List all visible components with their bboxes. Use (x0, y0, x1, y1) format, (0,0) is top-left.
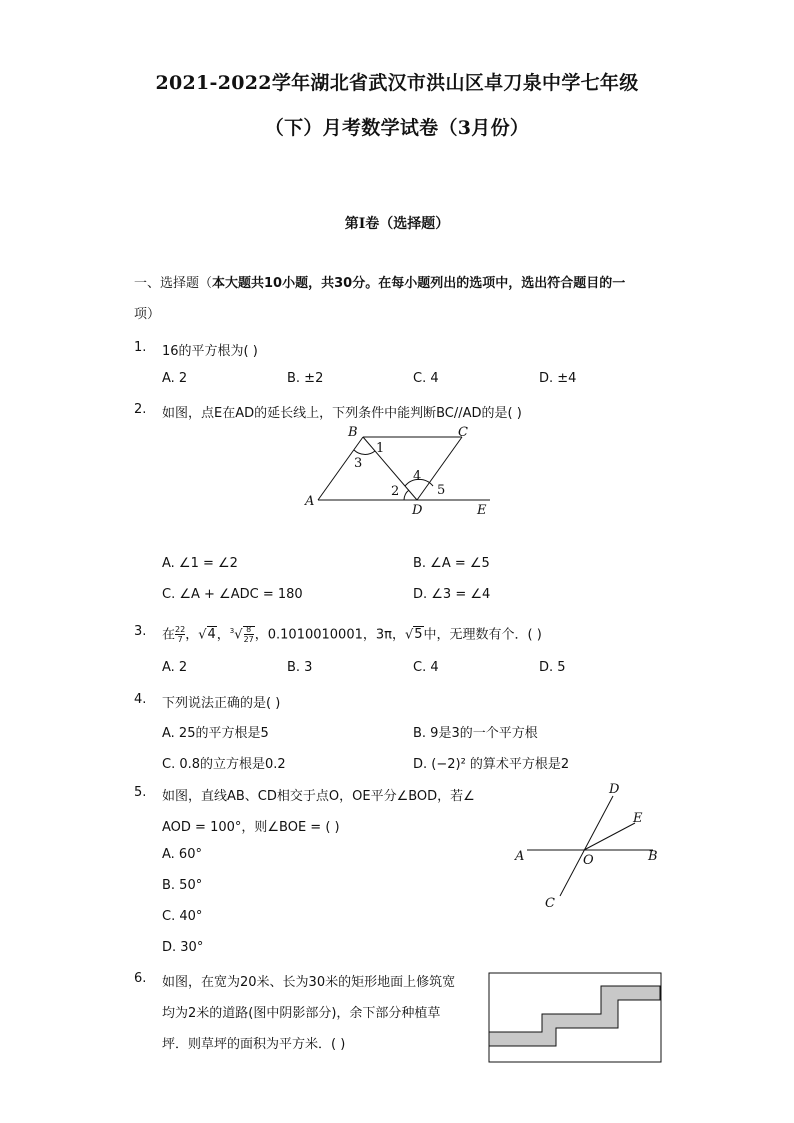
q3-option-c: C. 4 (413, 660, 439, 675)
q5-option-b: B. 50° (162, 878, 203, 893)
point-d: D (412, 503, 423, 518)
q2-option-b: B. ∠A = ∠5 (413, 556, 490, 571)
q4-option-d: D. (−2)² 的算术平方根是2 (413, 757, 570, 772)
q1-option-b: B. ±2 (287, 371, 324, 386)
q1-number: 1. (134, 340, 147, 355)
q6-text-line1: 如图，在宽为20米、长为30米的矩形地面上修筑宽 (162, 975, 456, 990)
q5-option-a: A. 60° (162, 847, 202, 862)
angle-arc-b (354, 450, 375, 454)
q6-figure (488, 972, 664, 1064)
q5-text-line2: AOD = 100°，则∠BOE = ( ) (162, 820, 340, 835)
volume-heading: 第I卷（选择题） (344, 216, 450, 232)
q6-text-line2: 均为2米的道路(图中阴影部分)，余下部分种植草 (162, 1006, 441, 1021)
q6-number: 6. (134, 971, 147, 986)
q1-text: 16的平方根为( ) (162, 344, 258, 359)
point-e: E (477, 503, 487, 518)
angle-label-5: 5 (437, 483, 446, 498)
q6-text-line3: 坪．则草坪的面积为平方米．( ) (162, 1037, 346, 1052)
angle-arc-2 (404, 490, 409, 500)
point-a: A (515, 849, 525, 864)
q5-figure (505, 778, 675, 913)
angle-label-1: 1 (376, 441, 385, 456)
q4-number: 4. (134, 692, 147, 707)
angle-label-4: 4 (413, 469, 422, 484)
line-cd (560, 796, 613, 896)
q2-text: 如图，点E在AD的延长线上，下列条件中能判断BC//AD的是( ) (162, 406, 522, 421)
point-a: A (305, 494, 315, 509)
road-shaded (489, 986, 660, 1046)
q5-option-c: C. 40° (162, 909, 203, 924)
point-b: B (348, 425, 358, 440)
fraction-8-27: $\frac{8}{27}$ (243, 625, 254, 645)
angle-label-3: 3 (354, 456, 363, 471)
q1-option-c: C. 4 (413, 371, 439, 386)
q1-option-d: D. ±4 (539, 371, 577, 386)
fraction-22-7: $\frac{22}{7}$ (175, 625, 186, 645)
q5-text-line1: 如图，直线AB、CD相交于点O，OE平分∠BOD，若∠ (162, 789, 475, 804)
point-c: C (545, 896, 555, 911)
q3-option-d: D. 5 (539, 660, 566, 675)
q2-option-c: C. ∠A + ∠ADC = 180 (162, 587, 303, 602)
point-b: B (648, 849, 658, 864)
q5-number: 5. (134, 785, 147, 800)
point-c: C (458, 425, 468, 440)
angle-label-2: 2 (391, 484, 400, 499)
q5-option-d: D. 30° (162, 940, 204, 955)
q3-option-a: A. 2 (162, 660, 188, 675)
q1-option-a: A. 2 (162, 371, 188, 386)
q3-number: 3. (134, 624, 147, 639)
q3-text: 在 $\frac{22}{7}$ ，√4，$^3$√ $\frac{8}{27}$ ，0.1010010001，3π，√5中，无理数有个．( ) (162, 625, 542, 645)
point-d: D (609, 782, 620, 797)
point-o: O (583, 853, 594, 868)
q2-option-d: D. ∠3 = ∠4 (413, 587, 491, 602)
q4-text: 下列说法正确的是( ) (162, 696, 281, 711)
q3-option-b: B. 3 (287, 660, 313, 675)
q4-option-b: B. 9是3的一个平方根 (413, 726, 538, 741)
q2-figure (300, 420, 500, 520)
exam-title-line2: （下）月考数学试卷（3月份） (264, 117, 530, 139)
q2-option-a: A. ∠1 = ∠2 (162, 556, 238, 571)
exam-title-line1: 2021-2022学年湖北省武汉市洪山区卓刀泉中学七年级 (155, 72, 639, 94)
q4-option-a: A. 25的平方根是5 (162, 726, 269, 741)
section-heading: 一、选择题（本大题共10小题，共30分。在每小题列出的选项中，选出符合题目的一 项） (134, 276, 626, 322)
q2-number: 2. (134, 402, 147, 417)
q4-option-c: C. 0.8的立方根是0.2 (162, 757, 286, 772)
point-e: E (633, 811, 643, 826)
